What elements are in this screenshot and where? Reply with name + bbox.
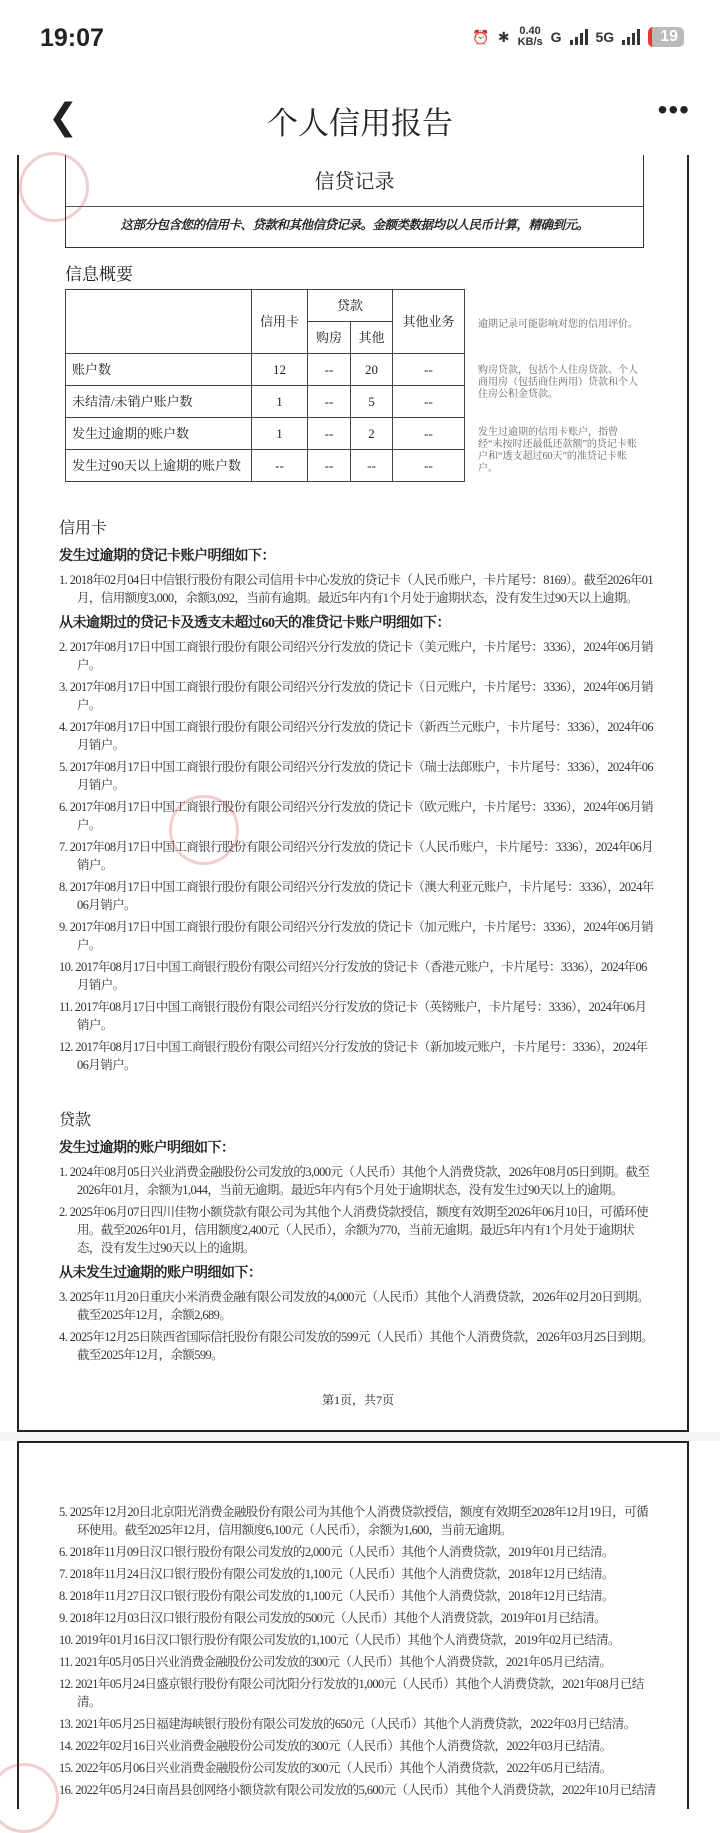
- sim2-label: 5G: [595, 29, 615, 45]
- list-item: 15. 2022年05月06日兴业消费金融股份公司发放的300元（人民币）其他个人消费贷款，2022年05月已结清。: [59, 1761, 612, 1775]
- loans-heading: 贷款: [59, 1112, 92, 1129]
- list-item: 7. 2018年11月24日汉口银行股份有限公司发放的1,100元（人民币）其他个人消费贷款，2018年12月已结清。: [59, 1567, 614, 1581]
- list-item: 10. 2017年08月17日中国工商银行股份有限公司绍兴分行发放的贷记卡（香港元账户，卡片尾号：3336），2024年06月销户。: [59, 960, 647, 992]
- loan-normal-title: 从未发生过逾期的账户明细如下：: [59, 1266, 262, 1281]
- row-label: 发生过90天以上逾期的账户数: [66, 450, 252, 482]
- list-item: 4. 2025年12月25日陕西省国际信托股份有限公司发放的599元（人民币）其他个人消费贷款，2026年03月25日到期。截至2025年12月，余额599。: [59, 1330, 654, 1362]
- list-item: 2. 2025年06月07日四川佳物小额贷款有限公司为其他个人消费贷款授信，额度有效期至2026年06月10日，可循环使用。截至2026年01月，信用额度2,400元（人民币），余额为770，当前无逾期。最近5年内有1个月处于逾期状态，没有发生过90天以上的逾期。: [59, 1205, 649, 1255]
- more-button[interactable]: [658, 94, 690, 126]
- list-item: 12. 2017年08月17日中国工商银行股份有限公司绍兴分行发放的贷记卡（新加坡元账户，卡片尾号：3336），2024年06月销户。: [59, 1040, 648, 1072]
- summary: [65, 289, 657, 482]
- seal-watermark: [0, 1763, 59, 1833]
- chevron-left-icon: ❮: [48, 96, 79, 137]
- page-title: 个人信用报告: [267, 106, 453, 141]
- row-cell: 20: [351, 354, 393, 386]
- row-cell: --: [393, 354, 465, 386]
- summary-note: 发生过逾期的信用卡账户，指曾经“未按时还最低还款额”的贷记卡账户和“透支超过60天”的准贷记卡账户。: [478, 427, 637, 474]
- more-icon: •••: [657, 94, 690, 125]
- nav-bar: [0, 80, 720, 155]
- list-item: 5. 2017年08月17日中国工商银行股份有限公司绍兴分行发放的贷记卡（瑞士法郎账户，卡片尾号：3336），2024年06月销户。: [59, 760, 654, 792]
- list-item: 10. 2019年01月16日汉口银行股份有限公司发放的1,100元（人民币）其他个人消费贷款，2019年02月已结清。: [59, 1633, 620, 1647]
- cc-overdue-title: 发生过逾期的贷记卡账户明细如下：: [59, 549, 275, 564]
- summary-row: [66, 418, 465, 450]
- summary-table: [65, 289, 465, 482]
- list-item: 3. 2017年08月17日中国工商银行股份有限公司绍兴分行发放的贷记卡（日元账户，卡片尾号：3336），2024年06月销户。: [59, 680, 654, 712]
- row-cell: --: [393, 418, 465, 450]
- header-other-business: 其他业务: [393, 290, 465, 354]
- list-item: 7. 2017年08月17日中国工商银行股份有限公司绍兴分行发放的贷记卡（人民币账户，卡片尾号：3336），2024年06月销户。: [59, 840, 654, 872]
- list-item: 8. 2018年11月27日汉口银行股份有限公司发放的1,100元（人民币）其他个人消费贷款，2018年12月已结清。: [59, 1589, 614, 1603]
- row-cell: --: [308, 418, 351, 450]
- sim1-label: G: [550, 29, 562, 45]
- list-item: 11. 2021年05月05日兴业消费金融股份公司发放的300元（人民币）其他个人消费贷款，2021年05月已结清。: [59, 1655, 612, 1669]
- report-page-2: [17, 1441, 689, 1809]
- list-item: 8. 2017年08月17日中国工商银行股份有限公司绍兴分行发放的贷记卡（澳大利亚元账户，卡片尾号：3336），2024年06月销户。: [59, 880, 654, 912]
- battery-icon: 19: [648, 27, 684, 47]
- status-bar: [0, 0, 720, 80]
- row-cell: 5: [351, 386, 393, 418]
- row-cell: 2: [351, 418, 393, 450]
- header-housing: 购房: [308, 322, 351, 354]
- section-header-box: [65, 155, 644, 248]
- net-speed-value: 0.40: [519, 25, 541, 37]
- list-item: 3. 2025年11月20日重庆小米消费金融有限公司发放的4,000元（人民币）其他个人消费贷款，2026年02月20日到期。截至2025年12月，余额2,689。: [59, 1290, 649, 1322]
- row-cell: --: [252, 450, 308, 482]
- row-cell: --: [308, 386, 351, 418]
- row-cell: 1: [252, 386, 308, 418]
- status-time: 19:07: [40, 24, 104, 52]
- summary-notes: [478, 289, 638, 475]
- status-icons: [472, 26, 684, 48]
- credit-card-heading: 信用卡: [59, 520, 108, 537]
- summary-row: [66, 354, 465, 386]
- header-blank: [66, 290, 252, 354]
- list-item: 6. 2018年11月09日汉口银行股份有限公司发放的2,000元（人民币）其他个人消费贷款，2019年01月已结清。: [59, 1545, 614, 1559]
- back-button[interactable]: [48, 96, 78, 138]
- list-item: 12. 2021年05月24日盛京银行股份有限公司沈阳分行发放的1,000元（人民币）其他个人消费贷款，2021年08月已结清。: [59, 1677, 644, 1709]
- bluetooth-icon: ✱: [497, 28, 510, 45]
- list-item: 11. 2017年08月17日中国工商银行股份有限公司绍兴分行发放的贷记卡（英镑账户，卡片尾号：3336），2024年06月销户。: [59, 1000, 647, 1032]
- summary-note: 购房贷款，包括个人住房贷款、个人商用房（包括商住两用）贷款和个人住房公积金贷款。: [478, 365, 638, 400]
- loan-list-page2: [59, 1503, 657, 1799]
- row-cell: 1: [252, 418, 308, 450]
- page-gap: [0, 1432, 720, 1441]
- row-label: 发生过逾期的账户数: [66, 418, 252, 450]
- header-loan: 贷款: [308, 290, 393, 322]
- signal-icon: [570, 29, 588, 45]
- section-description: 这部分包含您的信用卡、贷款和其他信贷记录。金额类数据均以人民币计算，精确到元。: [120, 218, 589, 232]
- list-item: 14. 2022年02月16日兴业消费金融股份公司发放的300元（人民币）其他个人消费贷款，2022年03月已结清。: [59, 1739, 612, 1753]
- loan-overdue-title: 发生过逾期的账户明细如下：: [59, 1141, 235, 1156]
- summary-row: [66, 386, 465, 418]
- row-cell: --: [308, 354, 351, 386]
- list-item: 2. 2017年08月17日中国工商银行股份有限公司绍兴分行发放的贷记卡（美元账户，卡片尾号：3336），2024年06月销户。: [59, 640, 654, 672]
- section-title: 信贷记录: [66, 155, 643, 207]
- row-label: 未结清/未销户账户数: [66, 386, 252, 418]
- list-item: 1. 2018年02月04日中信银行股份有限公司信用卡中心发放的贷记卡（人民币账户，卡片尾号：8169）。截至2026年01月，信用额度3,000，余额3,092，当前有逾期。最近5年内有1个月处于逾期状态，没有发生过90天以上逾期。: [59, 573, 654, 605]
- row-cell: --: [393, 386, 465, 418]
- list-item: 4. 2017年08月17日中国工商银行股份有限公司绍兴分行发放的贷记卡（新西兰元账户，卡片尾号：3336），2024年06月销户。: [59, 720, 654, 752]
- net-speed-unit: KB/s: [517, 36, 543, 48]
- list-item: 5. 2025年12月20日北京阳光消费金融股份有限公司为其他个人消费贷款授信，额度有效期至2028年12月19日，可循环使用。截至2025年12月，信用额度6,100元（人民币），余额为1,600，当前无逾期。: [59, 1505, 649, 1537]
- row-cell: --: [351, 450, 393, 482]
- alarm-icon: ⏰: [472, 28, 490, 45]
- signal-icon: [622, 29, 640, 45]
- row-label: 账户数: [66, 354, 252, 386]
- cc-normal-list: [59, 638, 657, 1074]
- header-other: 其他: [351, 322, 393, 354]
- summary-title: 信息概要: [65, 265, 133, 284]
- summary-row: [66, 450, 465, 482]
- summary-note: 逾期记录可能影响对您的信用评价。: [478, 319, 638, 330]
- net-speed: [518, 26, 543, 48]
- page-number: 第1页，共7页: [321, 1393, 394, 1407]
- row-cell: 12: [252, 354, 308, 386]
- cc-normal-title: 从未逾期过的贷记卡及透支未超过60天的准贷记卡账户明细如下：: [59, 616, 450, 631]
- report-page-1: [17, 155, 689, 1432]
- list-item: 1. 2024年08月05日兴业消费金融股份公司发放的3,000元（人民币）其他个人消费贷款，2026年08月05日到期。截至2026年01月，余额为1,044，当前无逾期。最近5年内有5个月处于逾期状态，没有发生过90天以上的逾期。: [59, 1165, 650, 1197]
- list-item: 9. 2018年12月03日汉口银行股份有限公司发放的500元（人民币）其他个人消费贷款，2019年01月已结清。: [59, 1611, 607, 1625]
- list-item: 16. 2022年05月24日南昌县创网络小额贷款有限公司发放的5,600元（人民币）其他个人消费贷款，2022年10月已结清: [59, 1783, 656, 1797]
- row-cell: --: [393, 450, 465, 482]
- list-item: 9. 2017年08月17日中国工商银行股份有限公司绍兴分行发放的贷记卡（加元账户，卡片尾号：3336），2024年06月销户。: [59, 920, 654, 952]
- list-item: 6. 2017年08月17日中国工商银行股份有限公司绍兴分行发放的贷记卡（欧元账户，卡片尾号：3336），2024年06月销户。: [59, 800, 654, 832]
- row-cell: --: [308, 450, 351, 482]
- list-item: 13. 2021年05月25日福建海峡银行股份有限公司发放的650元（人民币）其他个人消费贷款，2022年03月已结清。: [59, 1717, 636, 1731]
- header-credit-card: 信用卡: [252, 290, 308, 354]
